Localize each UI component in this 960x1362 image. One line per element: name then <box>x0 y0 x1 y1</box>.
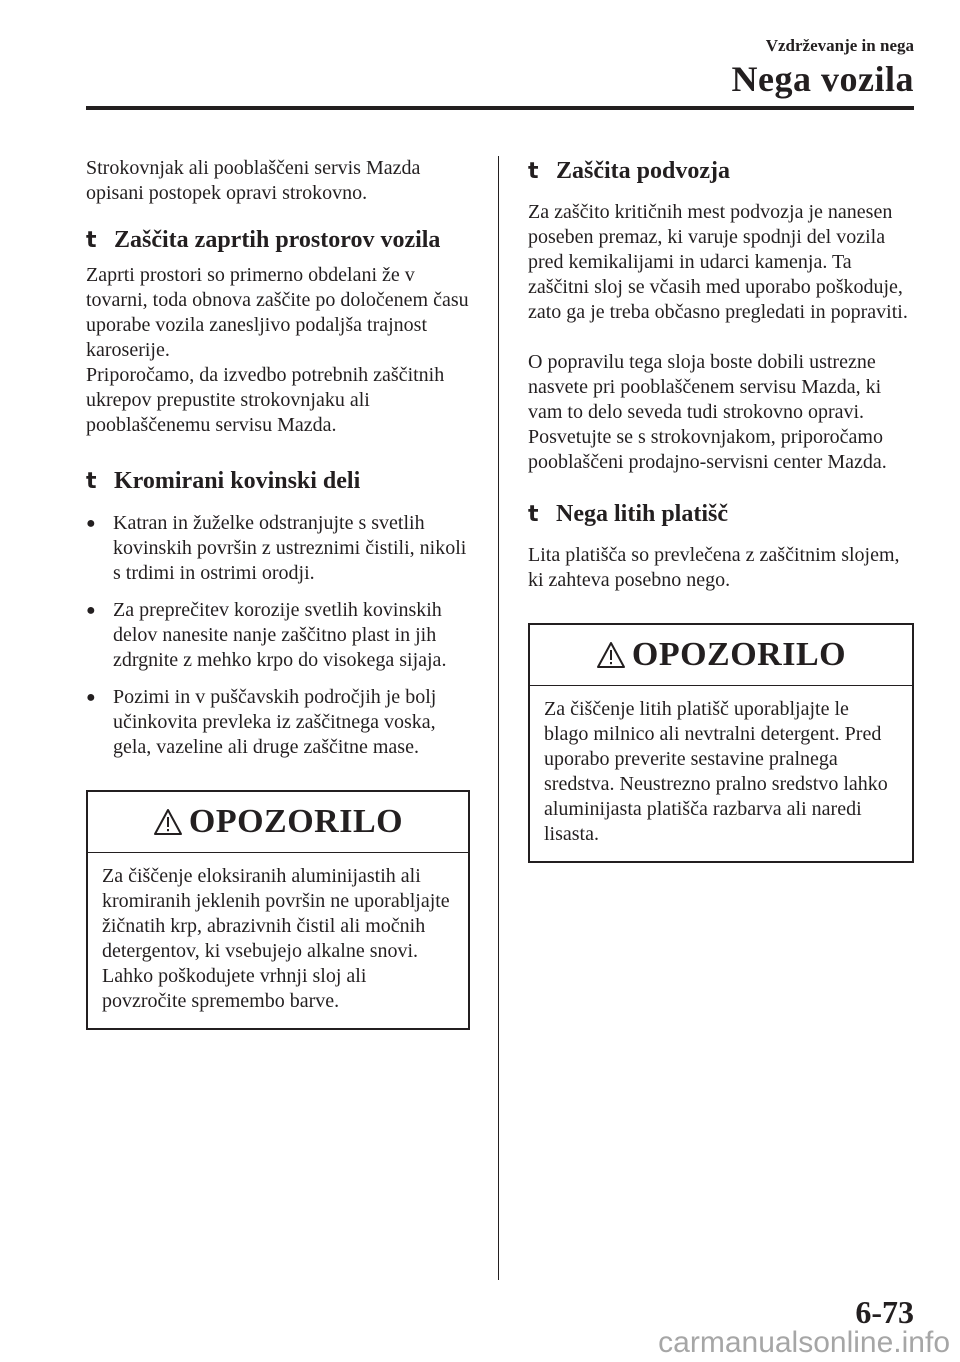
warning-text: Za čiščenje eloksiranih aluminijastih ali kromiranih jeklenih površin ne uporabljajte žičnatih krp, abrazivnih čistil ali močnih detergentov, ki vsebujejo alkalne snovi. Lahko poškodujete vrhnji sloj ali povzročite spremembo barve. <box>102 865 450 1012</box>
heading-text: Nega litih platišč <box>556 501 728 527</box>
heading-chrome-metal-parts <box>86 466 470 497</box>
warning-text: Za čiščenje litih platišč uporabljajte le blago milnico ali nevtralni detergent. Pred uporabo preverite sestavine pralnega sredstva. Neustrezno pralno sredstvo lahko aluminijasta platišča razbarva ali naredi lisasta. <box>544 698 888 845</box>
list-item-text: Za preprečitev korozije svetlih kovinskih delov nanesite nanje zaščitno plast in jih zdrgnite z mehko krpo do visokega sijaja. <box>113 599 447 671</box>
bullet-icon: ● <box>86 689 96 706</box>
bullet-list <box>86 511 470 760</box>
list-item <box>86 685 470 760</box>
heading-alloy-wheel-care <box>528 499 914 530</box>
paragraph: Lita platišča so prevlečena z zaščitnim slojem, ki zahteva posebno nego. <box>528 544 900 591</box>
page-number: 6-73 <box>855 1294 914 1330</box>
paragraph: Za zaščito kritičnih mest podvozja je nanesen poseben premaz, ki varuje spodnji del vozila pred kemikalijami in udarci kamenja. Ta zaščitni sloj se včasih med uporabo poškoduje, zato ga je treba občasno pregledati in popraviti. <box>528 201 908 323</box>
list-item <box>86 511 470 586</box>
warning-header <box>530 625 912 686</box>
left-column <box>86 156 470 1030</box>
section-marker: t <box>86 228 97 253</box>
paragraph: Priporočamo, da izvedbo potrebnih zaščitnih ukrepov prepustite strokovnjaku ali pooblaščenemu servisu Mazda. <box>86 364 445 436</box>
header-rule <box>86 106 914 110</box>
column-divider <box>498 156 499 1280</box>
warning-box <box>86 790 470 1030</box>
bullet-icon: ● <box>86 515 96 532</box>
warning-triangle-icon <box>596 641 626 669</box>
section-name: Vzdrževanje in nega <box>765 36 914 55</box>
warning-triangle-icon <box>153 808 183 836</box>
right-column <box>528 156 914 863</box>
watermark: carmanualsonline.info <box>658 1326 950 1359</box>
heading-text: Zaščita zaprtih prostorov vozila <box>114 227 441 253</box>
warning-header <box>88 792 468 853</box>
warning-title: OPOZORILO <box>631 636 847 673</box>
warning-box <box>528 623 914 863</box>
heading-enclosed-areas-protection <box>86 225 470 256</box>
heading-text: Kromirani kovinski deli <box>114 468 361 494</box>
section-marker: t <box>528 502 539 527</box>
page-title: Nega vozila <box>731 59 914 99</box>
list-item-text: Pozimi in v puščavskih področjih je bolj učinkovita prevleka iz zaščitnega voska, gela, vazeline ali druge zaščitne mase. <box>113 686 437 758</box>
heading-text: Zaščita podvozja <box>556 158 730 184</box>
list-item-text: Katran in žuželke odstranjujte s svetlih kovinskih površin z ustreznimi čistili, nikoli s trdimi in ostrimi orodji. <box>113 512 467 584</box>
section-marker: t <box>86 469 97 494</box>
paragraph: Zaprti prostori so primerno obdelani že v tovarni, toda obnova zaščite po določenem času uporabe vozila zanesljivo podaljša trajnost karoserije. <box>86 264 469 361</box>
warning-title: OPOZORILO <box>188 803 404 840</box>
heading-underbody-protection <box>528 156 914 187</box>
section-marker: t <box>528 159 539 184</box>
intro-paragraph: Strokovnjak ali pooblaščeni servis Mazda opisani postopek opravi strokovno. <box>86 157 421 204</box>
bullet-icon: ● <box>86 602 96 619</box>
list-item <box>86 598 470 673</box>
paragraph: O popravilu tega sloja boste dobili ustrezne nasvete pri pooblaščenem servisu Mazda, ki vam to delo seveda tudi strokovno opravi. Posvetujte se s strokovnjakom, priporočamo pooblaščeni prodajno-servisni center Mazda. <box>528 351 887 473</box>
